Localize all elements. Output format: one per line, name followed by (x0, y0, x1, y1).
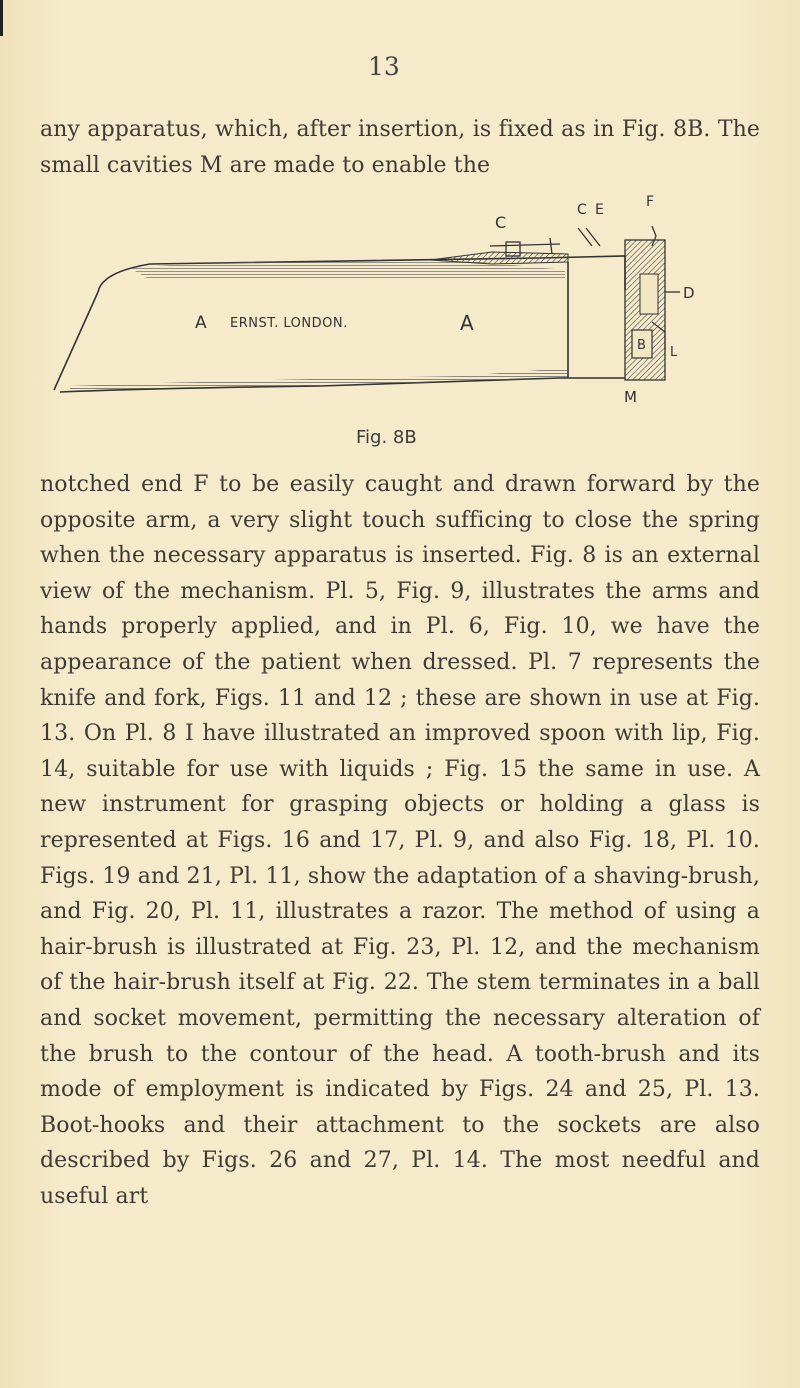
paragraph-bottom: notched end F to be easily caught and drawn forward by the opposite arm, a very slight touch sufficing to close the spring when the necessary apparatus is inserted. Fig. 8 is an external view of the mechanism. Pl. 5, Fig. 9, illustrates the arms and hands properly applied, and in Pl. 6, Fig. 10, we have the appearance of the patient when dressed. Pl. 7 represents the knife and fork, Figs. 11 and 12 ; these are shown in use at Fig. 13. On Pl. 8 I have illustrated an improved spoon with lip, Fig. 14, suitable for use with liquids ; Fig. 15 the same in use. A new instrument for grasping objects or holding a glass is represented at Figs. 16 and 17, Pl. 9, and also Fig. 18, Pl. 10. Figs. 19 and 21, Pl. 11, show the adaptation of a shaving-brush, and Fig. 20, Pl. 11, illustrates a razor. The method of using a hair-brush is illustrated at Fig. 23, Pl. 12, and the mechanism of the hair-brush itself at Fig. 22. The stem terminates in a ball and socket movement, permitting the necessary alteration of the brush to the contour of the head. A tooth-brush and its mode of employment is indicated by Figs. 24 and 25, Pl. 13. Boot-hooks and their attachment to the sockets are also described by Figs. 26 and 27, Pl. 14. The most needful and useful art (40, 472, 760, 1209)
page-number: 13 (368, 52, 400, 81)
spring-inner (640, 274, 658, 314)
binding-edge-mark (0, 0, 3, 36)
maker-mark: ERNST. LONDON. (230, 316, 348, 331)
label-l: L (670, 345, 678, 360)
label-c-left: C (495, 213, 507, 232)
paragraph-top: any apparatus, which, after insertion, is fixed as in Fig. 8B. The small cavities M are made to enable the (40, 117, 760, 178)
label-b: B (637, 338, 646, 353)
mechanism-diagram (40, 180, 760, 420)
figure-8b (40, 180, 760, 420)
figure-caption: Fig. 8B (356, 427, 417, 448)
label-c-right: C (577, 202, 587, 218)
label-f: F (646, 194, 655, 210)
label-a-left: A (195, 313, 207, 333)
label-a-right: A (460, 311, 474, 335)
label-e: E (595, 202, 604, 218)
label-d: D (683, 284, 695, 302)
label-m: M (624, 388, 637, 406)
